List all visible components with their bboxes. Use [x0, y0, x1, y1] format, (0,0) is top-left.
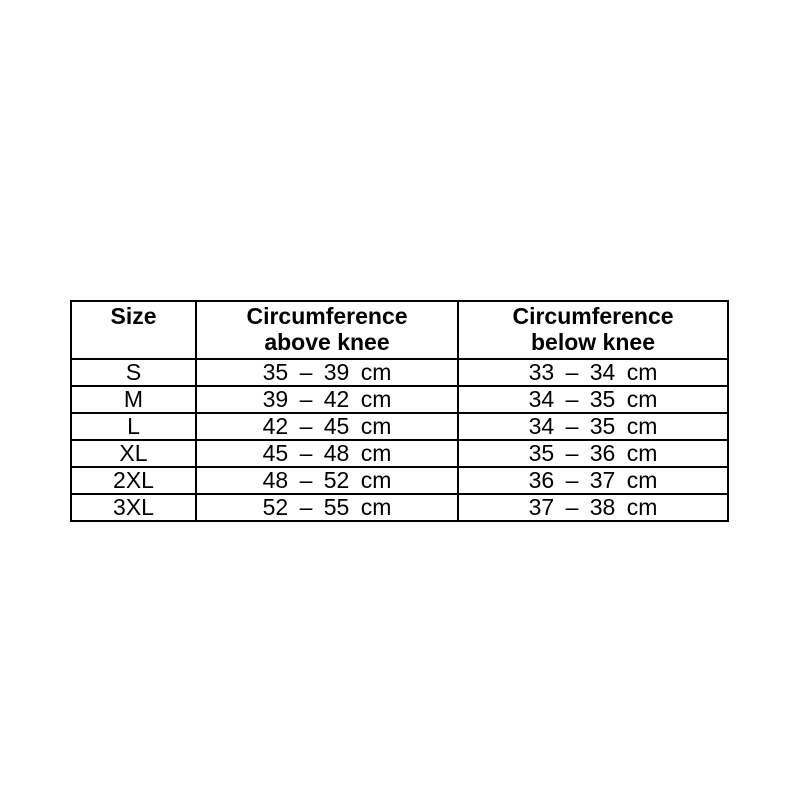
table-row-l [71, 413, 728, 440]
table-header-row [71, 301, 728, 359]
table-row-xl [71, 440, 728, 467]
table-row-s [71, 359, 728, 386]
header-circumference-above-knee: Circumference above knee [196, 301, 458, 359]
above-knee-range: 42 – 45 cm [196, 413, 458, 440]
below-knee-range: 33 – 34 cm [458, 359, 728, 386]
size-label: S [71, 359, 196, 386]
size-chart-table [70, 300, 729, 522]
table-row-2xl [71, 467, 728, 494]
above-knee-range: 48 – 52 cm [196, 467, 458, 494]
below-knee-range: 34 – 35 cm [458, 386, 728, 413]
size-label: M [71, 386, 196, 413]
size-label: XL [71, 440, 196, 467]
size-label: L [71, 413, 196, 440]
above-knee-range: 52 – 55 cm [196, 494, 458, 521]
size-label: 2XL [71, 467, 196, 494]
header-size: Size [71, 301, 196, 359]
above-knee-range: 39 – 42 cm [196, 386, 458, 413]
above-knee-range: 35 – 39 cm [196, 359, 458, 386]
table-row-m [71, 386, 728, 413]
header-circumference-below-knee: Circumference below knee [458, 301, 728, 359]
below-knee-range: 36 – 37 cm [458, 467, 728, 494]
table-row-3xl [71, 494, 728, 521]
below-knee-range: 35 – 36 cm [458, 440, 728, 467]
size-label: 3XL [71, 494, 196, 521]
below-knee-range: 37 – 38 cm [458, 494, 728, 521]
above-knee-range: 45 – 48 cm [196, 440, 458, 467]
below-knee-range: 34 – 35 cm [458, 413, 728, 440]
